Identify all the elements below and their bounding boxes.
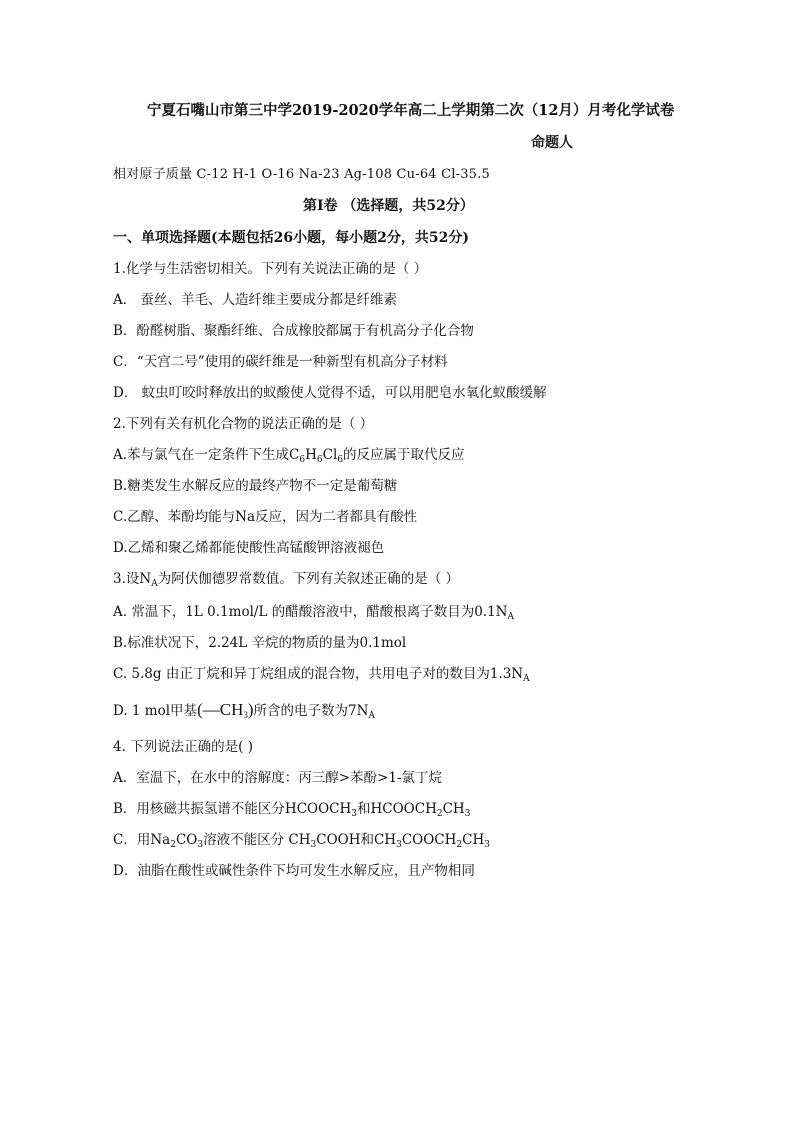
question-4-option-a: A．室温下，在水中的溶解度：丙三醇>苯酚>1-氯丁烷 xyxy=(113,770,443,786)
question-4-option-b xyxy=(113,800,470,818)
question-4-option-c xyxy=(113,831,490,849)
question-1-stem: 1.化学与生活密切相关。下列有关说法正确的是（ ） xyxy=(113,261,428,277)
stem-text: 为阿伏伽德罗常数值。下列有关叙述正确的是（ ） xyxy=(157,571,459,587)
question-1-option-a: A． 蚕丝、羊毛、人造纤维主要成分都是纤维素 xyxy=(113,292,398,308)
question-1-option-b: B．酚醛树脂、聚酯纤维、合成橡胶都属于有机高分子化合物 xyxy=(113,323,474,339)
formula-methyl-group: $(—CH_3)$ xyxy=(197,700,254,720)
question-2-stem: 2.下列有关有机化合物的说法正确的是（ ） xyxy=(113,416,374,432)
question-2-option-d: D.乙烯和聚乙烯都能使酸性高锰酸钾溶液褪色 xyxy=(113,540,385,556)
question-3-option-d xyxy=(113,701,375,720)
section-title: 第Ⅰ卷 （选择题，共52分） xyxy=(303,198,474,214)
question-1-option-d: D． 蚊虫叮咬时释放出的蚁酸使人觉得不适，可以用肥皂水氧化蚁酸缓解 xyxy=(113,385,547,401)
exam-title: 宁夏石嘴山市第三中学2019-2020学年高二上学期第二次（12月）月考化学试卷 xyxy=(147,102,675,119)
question-4-stem: 4. 下列说法正确的是( ) xyxy=(113,739,253,755)
part-title: 一、单项选择题(本题包括26小题，每小题2分，共52分) xyxy=(113,230,469,246)
question-3-option-c: C. 5.8g 由正丁烷和异丁烷组成的混合物，共用电子对的数目为$1.3N_A$ xyxy=(113,666,530,684)
question-4-option-d: D．油脂在酸性或碱性条件下均可发生水解反应，且产物相同 xyxy=(113,863,475,879)
formula-acids: $CH_3COOH$和$CH_3COOCH_2CH_3$ xyxy=(284,832,490,850)
option-text: D. 1 mol甲基 xyxy=(113,703,198,719)
option-text: A.苯与氯气在一定条件下生成 xyxy=(113,447,290,463)
formula-esters: $HCOOCH_3$和$HCOOCH_2CH_3$ xyxy=(284,801,471,819)
option-text: 的反应属于取代反应 xyxy=(343,447,465,463)
question-2-option-b: B.糖类发生水解反应的最终产物不一定是葡萄糖 xyxy=(113,478,398,494)
question-1-option-c: C．“天宫二号”使用的碳纤维是一种新型有机高分子材料 xyxy=(113,354,448,370)
stem-text: 3.设 xyxy=(113,571,140,587)
option-text: C．用 xyxy=(113,832,151,848)
question-3-option-a: A. 常温下，1L 0.1mol/L 的醋酸溶液中，醋酸根离子数目为$0.1N_A$ xyxy=(113,604,514,622)
formula-na2co3: $Na_2CO_3$ xyxy=(150,832,204,850)
question-2-option-c: C.乙醇、苯酚均能与Na反应，因为二者都具有酸性 xyxy=(113,509,417,525)
author-label: 命题人 xyxy=(531,135,573,151)
option-text: 所含的电子数为$7N_A$ xyxy=(253,703,375,721)
question-3-stem xyxy=(113,570,459,588)
option-text: 溶液不能区分 xyxy=(203,832,285,848)
formula-c6h6cl6: $C_6H_6Cl_6$ xyxy=(289,447,344,465)
formula-na: $N_A$ xyxy=(139,571,158,589)
question-3-option-b: B.标准状况下，2.24L 辛烷的物质的量为0.1mol xyxy=(113,635,407,651)
question-2-option-a xyxy=(113,446,465,464)
atomic-masses: 相对原子质量 C-12 H-1 O-16 Na-23 Ag-108 Cu-64 Cl-35.5 xyxy=(113,167,490,182)
option-text: B．用核磁共振氢谱不能区分 xyxy=(113,801,285,817)
